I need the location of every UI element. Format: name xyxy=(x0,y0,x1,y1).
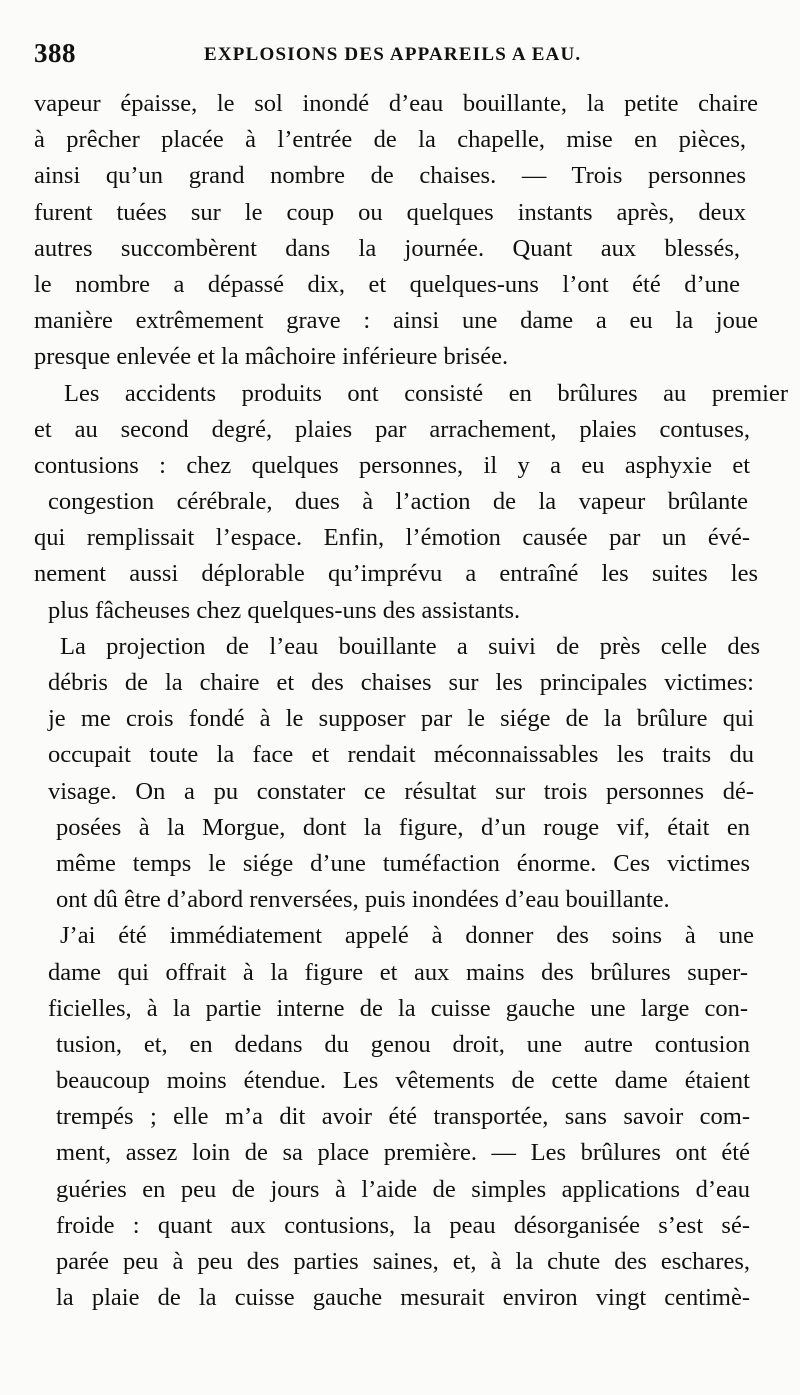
text-line: même temps le siége d’une tuméfaction énorme. Ces victimes xyxy=(56,849,750,877)
text-line: nement aussi déplorable qu’imprévu a entraîné les suites les xyxy=(34,560,758,588)
text-line: et au second degré, plaies par arrachement, plaies contuses, xyxy=(34,415,750,443)
text-line: parée peu à peu des parties saines, et, à la chute des eschares, xyxy=(56,1248,750,1275)
text-line: furent tuées sur le coup ou quelques instants après, deux xyxy=(34,198,746,226)
paragraph-start-line: Les accidents produits ont consisté en brûlures au premier xyxy=(64,379,788,407)
text-line: débris de la chaire et des chaises sur les principales victimes: xyxy=(48,669,754,696)
text-line: congestion cérébrale, dues à l’action de la vapeur brûlante xyxy=(48,488,748,516)
text-line: trempés ; elle m’a dit avoir été transportée, sans savoir com- xyxy=(56,1103,750,1131)
page-header xyxy=(34,38,774,78)
running-title: EXPLOSIONS DES APPAREILS A EAU. xyxy=(204,44,582,65)
text-line: ainsi qu’un grand nombre de chaises. — Trois personnes xyxy=(34,162,746,190)
text-line: beaucoup moins étendue. Les vêtements de cette dame étaient xyxy=(56,1067,750,1095)
text-line: presque enlevée et la mâchoire inférieure brisée. xyxy=(34,343,509,371)
text-line: tusion, et, en dedans du genou droit, une autre contusion xyxy=(56,1030,750,1058)
text-line: le nombre a dépassé dix, et quelques-uns l’ont été d’une xyxy=(34,270,740,298)
text-line: froide : quant aux contusions, la peau désorganisée s’est sé- xyxy=(56,1211,750,1239)
page-number: 388 xyxy=(34,38,76,68)
text-line: dame qui offrait à la figure et aux mains des brûlures super- xyxy=(48,958,748,986)
body-text xyxy=(34,86,788,1316)
text-line: la plaie de la cuisse gauche mesurait environ vingt centimè- xyxy=(56,1284,750,1312)
text-line: contusions : chez quelques personnes, il y a eu asphyxie et xyxy=(34,451,750,479)
text-line: plus fâcheuses chez quelques-uns des assistants. xyxy=(48,596,521,624)
text-line: vapeur épaisse, le sol inondé d’eau bouillante, la petite chaire xyxy=(34,90,758,117)
paragraph-start-line: J’ai été immédiatement appelé à donner des soins à une xyxy=(60,922,754,950)
text-line: ont dû être d’abord renversées, puis inondées d’eau bouillante. xyxy=(56,886,670,914)
text-line: guéries en peu de jours à l’aide de simples applications d’eau xyxy=(56,1175,750,1203)
text-line: manière extrêmement grave : ainsi une dame a eu la joue xyxy=(34,307,758,335)
text-line: visage. On a pu constater ce résultat sur trois personnes dé- xyxy=(48,777,754,805)
text-line: posées à la Morgue, dont la figure, d’un rouge vif, était en xyxy=(56,813,750,841)
text-line: ficielles, à la partie interne de la cuisse gauche une large con- xyxy=(48,994,748,1022)
text-line: ment, assez loin de sa place première. — Les brûlures ont été xyxy=(56,1139,750,1167)
text-line: qui remplissait l’espace. Enfin, l’émotion causée par un évé- xyxy=(34,524,750,552)
text-line: à prêcher placée à l’entrée de la chapelle, mise en pièces, xyxy=(34,126,746,154)
text-line: occupait toute la face et rendait méconnaissables les traits du xyxy=(48,741,754,769)
paragraph-start-line: La projection de l’eau bouillante a suivi de près celle des xyxy=(60,632,760,660)
text-line: je me crois fondé à le supposer par le siége de la brûlure qui xyxy=(48,705,754,733)
text-line: autres succombèrent dans la journée. Quant aux blessés, xyxy=(34,234,740,262)
